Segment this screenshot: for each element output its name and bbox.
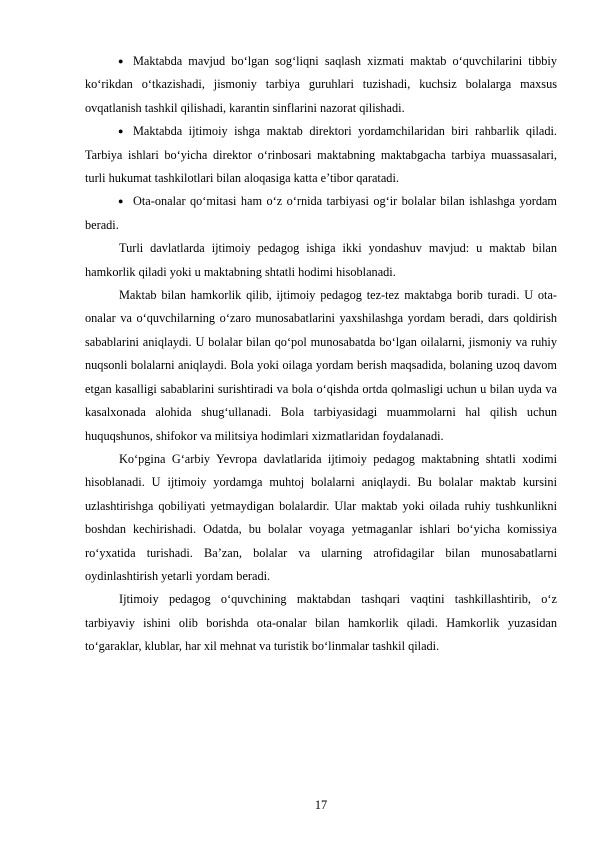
page-number: 17 [314,798,328,812]
paragraph: Ijtimoiy pedagog o‘quvchining maktabdan tashqari vaqtini tashkillashtirib, o‘z tarbiyaviy ishini olib borishda ota-onalar bilan hamkorlik qiladi. Hamkorlik yuzasidan to‘garaklar, klublar, har xil mehnat va turistik bo‘linmalar tashkil qiladi. [85,592,557,654]
document-page [85,50,557,659]
bullet-dot-icon: ● [118,56,124,66]
bullet-dot-icon: ● [118,126,124,137]
paragraph: Turli davlatlarda ijtimoiy pedagog ishiga ikki yondashuv mavjud: u maktab bilan hamkorlik qiladi yoki u maktabning shtatli hodimi hisoblanadi. [85,241,557,279]
bullet-dot-icon: ● [118,196,124,207]
bullet-item [85,120,557,190]
bullet-text: Ota-onalar qo‘mitasi ham o‘z o‘rnida tarbiyasi og‘ir bolalar bilan ishlashga yordam beradi. [85,194,557,232]
paragraph: Maktab bilan hamkorlik qilib, ijtimoiy pedagog tez-tez maktabga borib turadi. U ota-onalar va o‘quvchilarning o‘zaro munosabatlarini yaxshilashga yordam beradi, dars qoldirish sabablarini aniqlaydi. U bolalar bilan qo‘pol munosabatda bo‘lgan oilalarni, jismoniy va ruhiy nuqsonli bolalarni aniqlaydi. Bola yoki oilaga yordam berish maqsadida, bolaning uzoq davom etgan kasalligi sabablarini surishtiradi va bola o‘qishda ortda qolmasligi uchun u bilan uyda va kasalxonada alohida shug‘ullanadi. Bola tarbiyasidagi muammolarni hal qilish uchun huquqshunos, shifokor va militsiya hodimlari xizmatlaridan foydalanadi. [85,288,557,443]
bullet-text: Maktabda mavjud bo‘lgan sog‘liqni saqlash xizmati maktab o‘quvchilarini tibbiy ko‘rikdan o‘tkazishadi, jismoniy tarbiya guruhlari tuzishadi, kuchsiz bolalarga maxsus ovqatlanish tashkil qilishadi, karantin sinflarini nazorat qilishadi. [85,54,557,115]
bullet-item [85,190,557,237]
bullet-item [85,50,557,120]
paragraph: Ko‘pgina G‘arbiy Yevropa davlatlarida ijtimoiy pedagog maktabning shtatli xodimi hisoblanadi. U ijtimoiy yordamga muhtoj bolalarni aniqlaydi. Bu bolalar maktab kursini uzlashtirishga qobiliyati yetmaydigan bolalardir. Ular maktab yoki oilada ruhiy tushkunlikni boshdan kechirishadi. Odatda, bu bolalar voyaga yetmaganlar ishlari bo‘yicha komissiya ro‘yxatida turishadi. Ba’zan, bolalar va ularning atrofidagilar bilan munosabatlarni oydinlashtirish yetarli yordam beradi. [85,451,557,583]
bullet-text: Maktabda ijtimoiy ishga maktab direktori yordamchilaridan biri rahbarlik qiladi. Tarbiya ishlari bo‘yicha direktor o‘rinbosari maktabning maktabgacha tarbiya muassasalari, turli hukumat tashkilotlari bilan aloqasiga katta e’tibor qaratadi. [85,124,557,186]
